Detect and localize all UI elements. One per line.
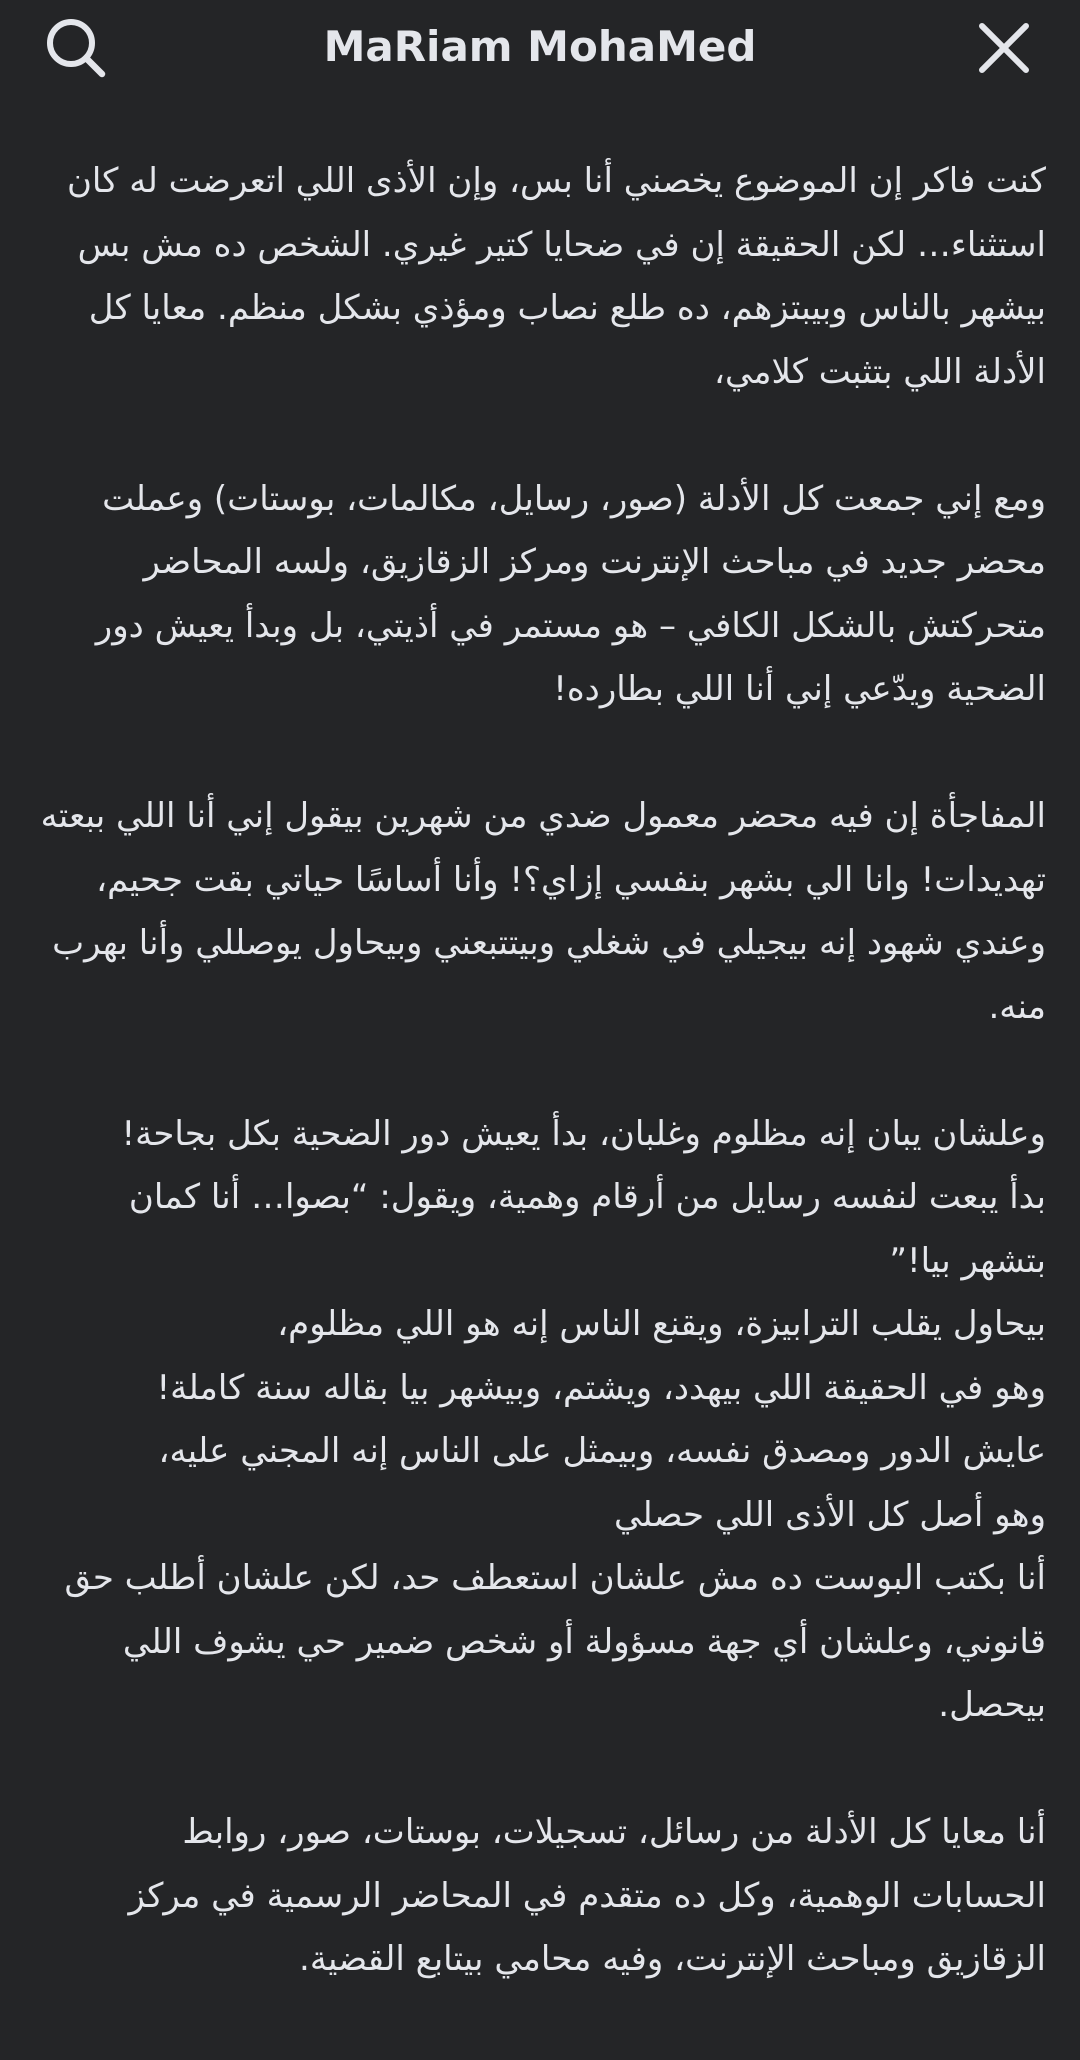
paragraph-1: كنت فاكر إن الموضوع يخصني أنا بس، وإن الأذى اللي اتعرضت له كان استثناء… لكن الحقيقة إن في ضحايا كتير غيري. الشخص ده مش بس بيشهر بالناس وبيبتزهم، ده طلع نصاب ومؤذي بشكل منظم. معايا كل الأدلة اللي بتثبت كلامي، [66,161,1046,392]
post-text [40,150,1046,1992]
close-button[interactable] [966,10,1042,86]
paragraph-5: أنا معايا كل الأدلة من رسائل، تسجيلات، بوستات، صور، روابط الحسابات الوهمية، وكل ده متقدم في المحاضر الرسمية في مركز الزقازيق ومباحث الإنترنت، وفيه محامي بيتابع القضية. [128,1812,1046,1979]
top-bar [0,0,1080,96]
text-line: بدأ يبعت لنفسه رسايل من أرقام وهمية، ويقول: “بصوا… أنا كمان بتشهر بيا!” [128,1177,1046,1281]
text-line: أنا بكتب البوست ده مش علشان استعطف حد، لكن علشان أطلب حق قانوني، وعلشان أي جهة مسؤولة أو شخص ضمير حي يشوف اللي بيحصل. [64,1558,1046,1725]
profile-name-title: MaRiam MohaMed [323,22,757,71]
paragraph-4 [40,1103,1046,1738]
text-line: وهو في الحقيقة اللي بيهدد، ويشتم، وبيشهر بيا بقاله سنة كاملة! [156,1367,1046,1408]
paragraph-2: ومع إني جمعت كل الأدلة (صور، رسايل، مكالمات، بوستات) وعملت محضر جديد في مباحث الإنترنت ومركز الزقازيق، ولسه المحاضر متحركتش بالشكل الكافي – هو مستمر في أذيتي، بل وبدأ يعيش دور الضحية ويدّعي إني أنا اللي بطارده! [95,478,1046,709]
paragraph-3: المفاجأة إن فيه محضر معمول ضدي من شهرين بيقول إني أنا اللي ببعته تهديدات! وانا الي بشهر بنفسي إزاي؟! وأنا أساسًا حياتي بقت جحيم، وعندي شهود إنه بيجيلي في شغلي وبيتتبعني وبيحاول يوصللي وأنا بهرب منه. [40,796,1046,1027]
search-icon [44,16,108,80]
text-line: وعلشان يبان إنه مظلوم وغلبان، بدأ يعيش دور الضحية بكل بجاحة! [121,1113,1046,1154]
search-button[interactable] [38,10,114,86]
text-line: بيحاول يقلب الترابيزة، ويقنع الناس إنه هو اللي مظلوم، [277,1304,1046,1344]
text-line: عايش الدور ومصدق نفسه، وبيمثل على الناس إنه المجني عليه، [158,1431,1046,1471]
close-icon [976,20,1032,76]
text-line: وهو أصل كل الأذى اللي حصلي [613,1494,1046,1535]
